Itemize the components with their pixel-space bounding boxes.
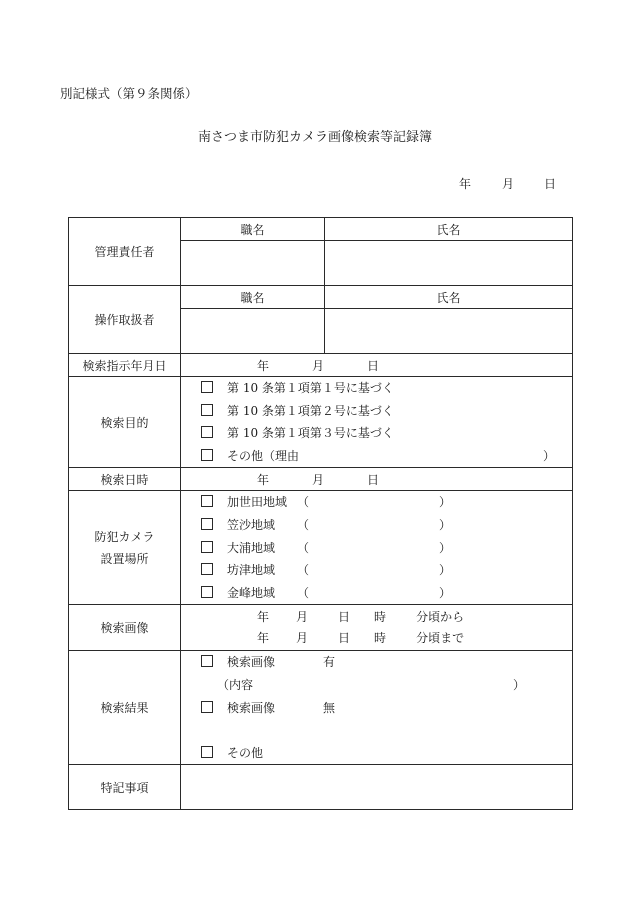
purpose-option-3[interactable]: 第 10 条第１項第３号に基づく bbox=[181, 422, 572, 445]
manager-title-field[interactable] bbox=[181, 241, 325, 286]
checkbox[interactable] bbox=[201, 518, 213, 530]
checkbox[interactable] bbox=[201, 586, 213, 598]
manager-name-header: 氏名 bbox=[325, 218, 573, 241]
images-label: 検索画像 bbox=[69, 605, 181, 651]
instruction-year: 年 bbox=[257, 358, 270, 373]
purpose-option-2[interactable]: 第 10 条第１項第２号に基づく bbox=[181, 400, 572, 423]
notes-field[interactable] bbox=[181, 765, 573, 810]
checkbox[interactable] bbox=[201, 426, 213, 438]
checkbox[interactable] bbox=[201, 541, 213, 553]
purpose-option-other[interactable]: その他（理由 ） bbox=[181, 445, 572, 468]
checkbox[interactable] bbox=[201, 404, 213, 416]
operator-title-header: 職名 bbox=[181, 286, 325, 309]
purpose-label: 検索目的 bbox=[69, 377, 181, 468]
operator-label: 操作取扱者 bbox=[69, 286, 181, 354]
search-day: 日 bbox=[367, 472, 380, 487]
location-option-bonotsu[interactable]: 坊津地域 （ ） bbox=[181, 559, 572, 582]
instruction-date-label: 検索指示年月日 bbox=[69, 354, 181, 377]
result-options bbox=[181, 651, 573, 765]
checkbox[interactable] bbox=[201, 495, 213, 507]
checkbox[interactable] bbox=[201, 701, 213, 713]
result-option-yes[interactable]: 検索画像 有 bbox=[181, 651, 572, 674]
date-month: 月 bbox=[501, 177, 514, 191]
location-options bbox=[181, 491, 573, 605]
checkbox[interactable] bbox=[201, 381, 213, 393]
images-from: 分頃から bbox=[416, 609, 465, 624]
location-option-kaseda[interactable]: 加世田地域 （ ） bbox=[181, 491, 572, 514]
search-datetime-field[interactable] bbox=[181, 468, 573, 491]
images-period-field[interactable]: 年 月 日 時 分頃から 年 月 日 時 分頃まで bbox=[181, 605, 573, 651]
operator-name-field[interactable] bbox=[325, 309, 573, 354]
checkbox[interactable] bbox=[201, 563, 213, 575]
result-option-no[interactable]: 検索画像 無 bbox=[181, 697, 572, 720]
date-day: 日 bbox=[543, 177, 556, 191]
manager-label: 管理責任者 bbox=[69, 218, 181, 286]
search-year: 年 bbox=[257, 472, 270, 487]
manager-title-header: 職名 bbox=[181, 218, 325, 241]
checkbox[interactable] bbox=[201, 449, 213, 461]
images-to: 分頃まで bbox=[416, 630, 465, 645]
instruction-day: 日 bbox=[367, 358, 380, 373]
search-datetime-label: 検索日時 bbox=[69, 468, 181, 491]
location-label: 防犯カメラ 設置場所 bbox=[69, 491, 181, 605]
purpose-option-1[interactable]: 第 10 条第１項第１号に基づく bbox=[181, 377, 572, 400]
result-content[interactable]: （内容 ） bbox=[217, 677, 526, 692]
manager-name-field[interactable] bbox=[325, 241, 573, 286]
location-option-oura[interactable]: 大浦地域 （ ） bbox=[181, 537, 572, 560]
result-option-other[interactable]: その他 bbox=[181, 742, 572, 765]
record-table bbox=[68, 217, 573, 810]
result-label: 検索結果 bbox=[69, 651, 181, 765]
record-date bbox=[459, 178, 556, 190]
document-title: 南さつま市防犯カメラ画像検索等記録簿 bbox=[197, 130, 432, 145]
date-year: 年 bbox=[458, 177, 471, 191]
form-reference: 別記様式（第９条関係） bbox=[60, 86, 198, 101]
instruction-month: 月 bbox=[312, 358, 325, 373]
search-month: 月 bbox=[312, 472, 325, 487]
location-option-kasasa[interactable]: 笠沙地域 （ ） bbox=[181, 514, 572, 537]
operator-title-field[interactable] bbox=[181, 309, 325, 354]
instruction-date-field[interactable] bbox=[181, 354, 573, 377]
checkbox[interactable] bbox=[201, 655, 213, 667]
notes-label: 特記事項 bbox=[69, 765, 181, 810]
checkbox[interactable] bbox=[201, 746, 213, 758]
purpose-options bbox=[181, 377, 573, 468]
operator-name-header: 氏名 bbox=[325, 286, 573, 309]
location-option-kinpo[interactable]: 金峰地域 （ ） bbox=[181, 582, 572, 605]
